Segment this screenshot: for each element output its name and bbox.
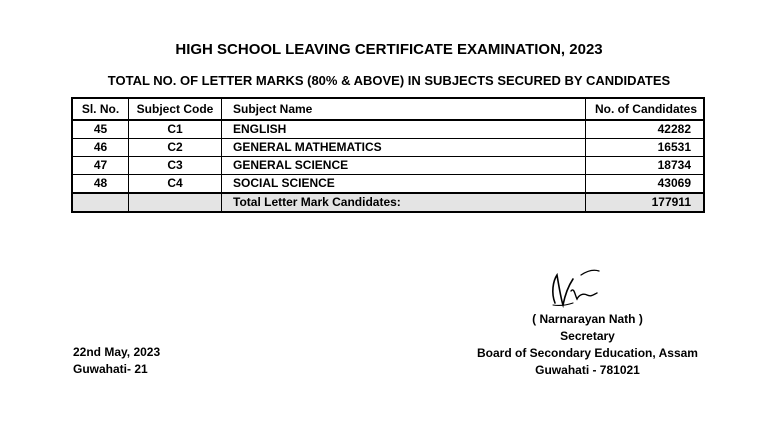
cell-subject-code: C2 bbox=[129, 139, 222, 157]
cell-sl-no: 45 bbox=[72, 120, 129, 139]
cell-subject-code: C1 bbox=[129, 120, 222, 139]
signatory-address: Guwahati - 781021 bbox=[535, 363, 640, 377]
table-header-row bbox=[72, 98, 704, 120]
cell-subject-code: C4 bbox=[129, 175, 222, 194]
table-row bbox=[72, 175, 704, 194]
cell-subject-name: SOCIAL SCIENCE bbox=[222, 175, 586, 194]
total-count: 177911 bbox=[586, 193, 705, 212]
signatory-name: ( Narnarayan Nath ) bbox=[532, 312, 643, 326]
handwritten-signature bbox=[541, 265, 601, 311]
column-header-subject-code: Subject Code bbox=[129, 98, 222, 120]
column-header-subject-name: Subject Name bbox=[222, 98, 586, 120]
total-empty-cell bbox=[72, 193, 129, 212]
document-title: HIGH SCHOOL LEAVING CERTIFICATE EXAMINATION, 2023 bbox=[175, 41, 603, 58]
document-subtitle: TOTAL NO. OF LETTER MARKS (80% & ABOVE) IN SUBJECTS SECURED BY CANDIDATES bbox=[107, 73, 671, 88]
cell-sl-no: 46 bbox=[72, 139, 129, 157]
total-empty-cell bbox=[129, 193, 222, 212]
table-row bbox=[72, 139, 704, 157]
issue-date: 22nd May, 2023 bbox=[73, 345, 161, 359]
cell-subject-code: C3 bbox=[129, 157, 222, 175]
signatory-designation: Secretary bbox=[560, 329, 615, 343]
cell-candidates: 18734 bbox=[586, 157, 705, 175]
total-label: Total Letter Mark Candidates: bbox=[222, 193, 586, 212]
cell-subject-name: ENGLISH bbox=[222, 120, 586, 139]
cell-subject-name: GENERAL MATHEMATICS bbox=[222, 139, 586, 157]
cell-sl-no: 47 bbox=[72, 157, 129, 175]
cell-candidates: 42282 bbox=[586, 120, 705, 139]
cell-candidates: 43069 bbox=[586, 175, 705, 194]
table-row bbox=[72, 157, 704, 175]
cell-sl-no: 48 bbox=[72, 175, 129, 194]
column-header-sl-no: Sl. No. bbox=[72, 98, 129, 120]
table-row bbox=[72, 120, 704, 139]
date-place-block bbox=[73, 344, 160, 378]
column-header-candidates: No. of Candidates bbox=[586, 98, 705, 120]
signatory-organization: Board of Secondary Education, Assam bbox=[477, 346, 698, 360]
cell-subject-name: GENERAL SCIENCE bbox=[222, 157, 586, 175]
signatory-block bbox=[440, 311, 735, 379]
issue-place: Guwahati- 21 bbox=[73, 362, 148, 376]
table-total-row bbox=[72, 193, 704, 212]
cell-candidates: 16531 bbox=[586, 139, 705, 157]
letter-marks-table bbox=[71, 97, 705, 213]
